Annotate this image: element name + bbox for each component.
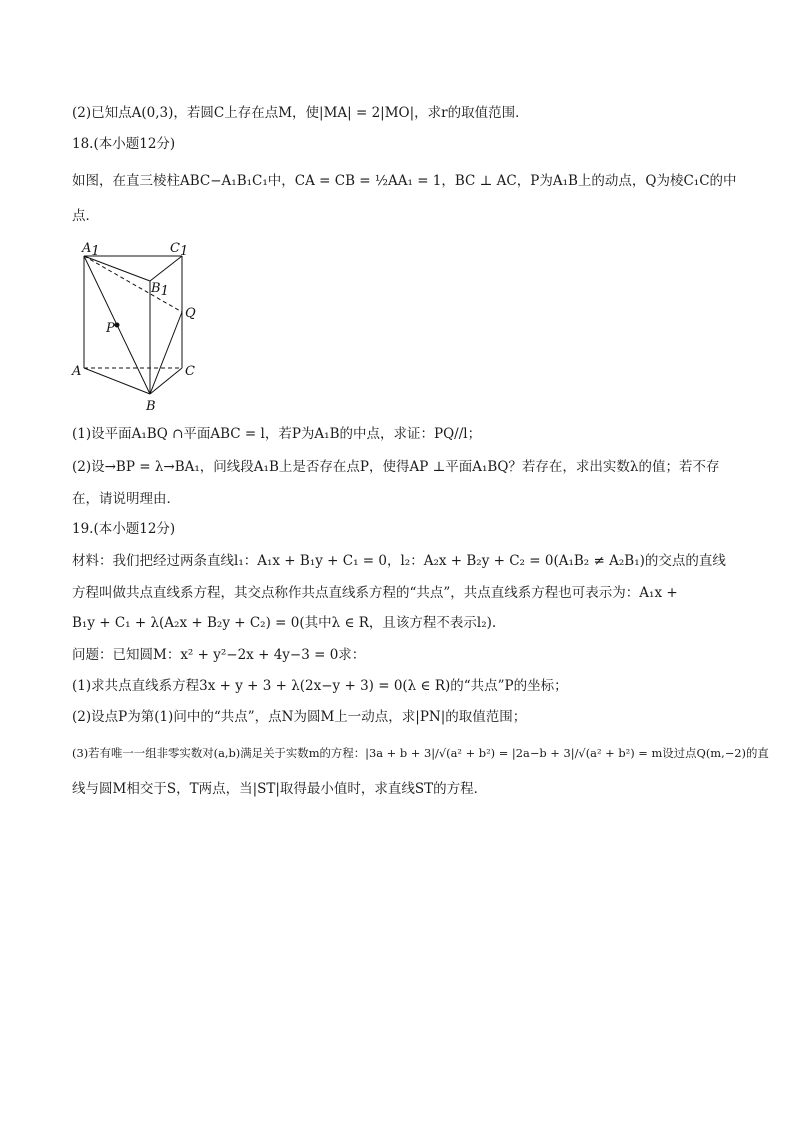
- q18-part2-cont: 在，请说明理由．: [72, 491, 180, 507]
- segment-bq: [150, 312, 182, 394]
- label-c: C: [185, 364, 195, 379]
- q18-statement-cont: 点．: [72, 208, 99, 224]
- point-p: [115, 323, 120, 328]
- label-q: Q: [185, 306, 196, 321]
- q19-problem: 问题：已知圆M：x² + y²−2x + 4y−3 = 0求：: [72, 647, 366, 663]
- q19-part3: (3)若有唯一一组非零实数对(a,b)满足关于实数m的方程：|3a + b + 3|/√(a² + b²) = |2a−b + 3|/√(a² + b²) = m设过点Q(m,−2)的直: [72, 746, 769, 760]
- q19-material: 材料：我们把经过两条直线l₁：A₁x + B₁y + C₁ = 0，l₂：A₂x + B₂y + C₂ = 0(A₁B₂ ≠ A₂B₁)的交点的直线: [72, 553, 726, 569]
- q19-part1: (1)求共点直线系方程3x + y + 3 + λ(2x−y + 3) = 0(λ ∈ R)的“共点”P的坐标；: [72, 678, 568, 694]
- label-c1: C1: [170, 241, 189, 259]
- label-b: B: [146, 399, 156, 414]
- q18-statement: 如图，在直三棱柱ABC−A₁B₁C₁中，CA = CB = ½AA₁ = 1，BC ⊥ AC，P为A₁B上的动点，Q为棱C₁C的中: [72, 173, 737, 189]
- q19-heading: 19.(本小题12分): [72, 521, 176, 537]
- q18-part2: (2)设→BP = λ→BA₁，问线段A₁B上是否存在点P，使得AP ⊥平面A₁BQ？若存在，求出实数λ的值；若不存: [72, 459, 720, 475]
- label-a: A: [72, 364, 82, 379]
- q19-part3-cont: 线与圆M相交于S，T两点，当|ST|取得最小值时，求直线ST的方程．: [72, 781, 488, 797]
- edge-c1b1: [150, 256, 182, 281]
- q18-heading: 18.(本小题12分): [72, 136, 176, 152]
- q19-part2: (2)设点P为第(1)问中的“共点”，点N为圆M上一动点，求|PN|的取值范围；: [72, 709, 527, 725]
- q17-part2-text: (2)已知点A(0,3)，若圆C上存在点M，使|MA| = 2|MO|，求r的取值范围．: [72, 105, 529, 121]
- edge-ab: [84, 368, 150, 394]
- label-p: P: [106, 321, 115, 336]
- label-b1: B1: [151, 281, 169, 299]
- q19-material-cont1: 方程叫做共点直线系方程，其交点称作共点直线系方程的“共点”，共点直线系方程也可表示为：A₁x +: [72, 585, 678, 601]
- prism-figure: [68, 236, 208, 416]
- label-a1: A1: [82, 241, 100, 259]
- q18-part1: (1)设平面A₁BQ ∩平面ABC = l，若P为A₁B的中点，求证：PQ//l；: [72, 426, 482, 442]
- q19-material-cont2: B₁y + C₁ + λ(A₂x + B₂y + C₂) = 0(其中λ ∈ R，且该方程不表示l₂).: [72, 615, 497, 631]
